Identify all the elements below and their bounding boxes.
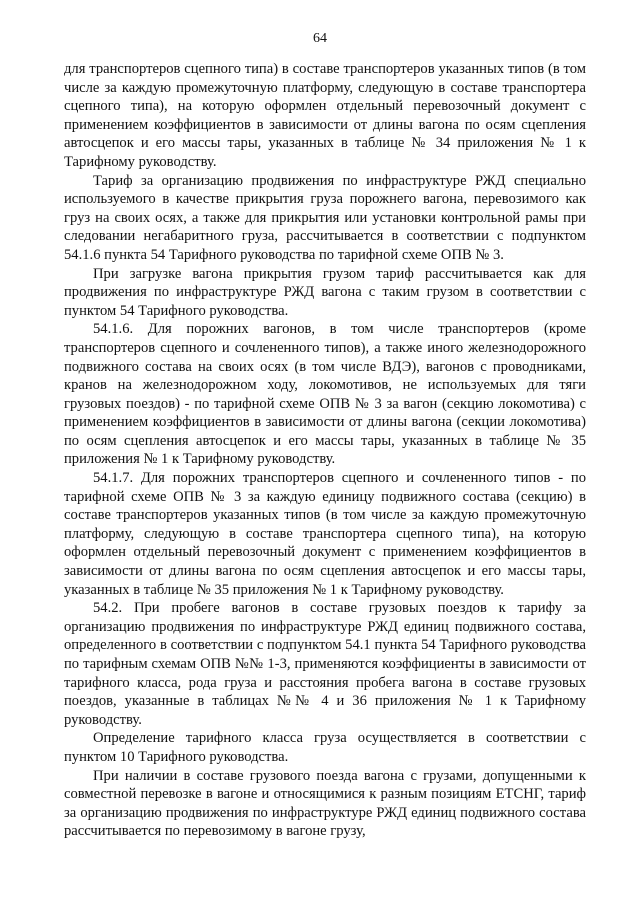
document-body — [64, 60, 586, 841]
paragraph-1: для транспортеров сцепного типа) в составе транспортеров указанных типов (в том числе за каждую промежуточную платформу, следующую в составе транспортера сцепного типа), на которую оформлен отдельный перевозочный документ с применением коэффициентов в зависимости от длины вагона по осям сцепления автосцепок и его массы тары, указанных в таблице № 34 приложения № 1 к Тарифному руководству. — [64, 61, 586, 170]
paragraph-8: При наличии в составе грузового поезда вагона с грузами, допущенными к совместной перевозке в вагоне и относящимися к разным позициям ЕТСНГ, тариф за организацию продвижения по инфраструктуре РЖД единиц подвижного состава рассчитывается по перевозимому в вагоне грузу, — [64, 767, 586, 840]
page-number: 64 — [313, 31, 327, 46]
paragraph-2: Тариф за организацию продвижения по инфраструктуре РЖД специально используемого в качестве прикрытия груза порожнего вагона, перевозимого как груз на своих осях, а также для прикрытия или установки контрольной рамы при следовании негабаритного груза, рассчитывается в соответствии с подпунктом 54.1.6 пункта 54 Тарифного руководства по тарифной схеме ОПВ № 3. — [64, 172, 586, 263]
paragraph-7: Определение тарифного класса груза осуществляется в соответствии с пунктом 10 Тарифного руководства. — [64, 730, 586, 765]
paragraph-4: 54.1.6. Для порожних вагонов, в том числе транспортеров (кроме транспортеров сцепного и сочлененного типов), а также иного железнодорожного подвижного состава на своих осях (в том числе ВДЭ), вагонов с проводниками, кранов на железнодорожном ходу, локомотивов, не используемых для тяги грузовых поездов) - по тарифной схеме ОПВ № 3 за вагон (секцию локомотива) с применением коэффициентов в зависимости от длины вагона (секции локомотива) по осям сцепления автосцепок и его массы тары, указанных в таблице № 35 приложения № 1 к Тарифному руководству. — [64, 321, 586, 468]
paragraph-3: При загрузке вагона прикрытия грузом тариф рассчитывается как для продвижения по инфраструктуре РЖД вагона с таким грузом в соответствии с пунктом 54 Тарифного руководства. — [64, 265, 586, 319]
paragraph-5: 54.1.7. Для порожних транспортеров сцепного и сочлененного типов - по тарифной схеме ОПВ № 3 за каждую единицу подвижного состава (секцию) в составе транспортеров указанных типов (в том числе за каждую промежуточную платформу, следующую в составе транспортера сцепного типа), на которую оформлен отдельный перевозочный документ с применением коэффициентов в зависимости от длины вагона по осям сцепления автосцепок и его массы тары, указанных в таблице № 35 приложения № 1 к Тарифному руководству. — [64, 470, 586, 598]
paragraph-6: 54.2. При пробеге вагонов в составе грузовых поездов к тарифу за организацию продвижения по инфраструктуре РЖД единиц подвижного состава, определенного в соответствии с подпунктом 54.1 пункта 54 Тарифного руководства по тарифным схемам ОПВ №№ 1-3, применяются коэффициенты в зависимости от тарифного класса, рода груза и расстояния пробега вагона в составе грузовых поездов, указанные в таблицах №№ 4 и 36 приложения № 1 к Тарифному руководству. — [64, 600, 586, 728]
